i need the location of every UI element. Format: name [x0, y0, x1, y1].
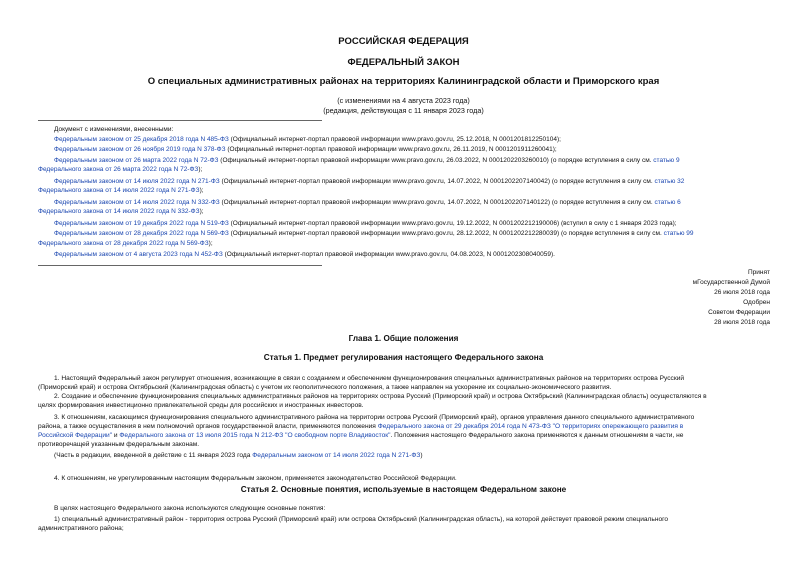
amendment-item: Федеральным законом от 14 июля 2022 года N 332-ФЗ (Официальный интернет-портал правовой информации www.pravo.gov.ru, 14.07.2022, N 0001202207140122) (о порядке вступления в силу см. статью 6 [54, 199, 681, 206]
amendments-intro: Документ с изменениями, внесенными: [54, 126, 174, 133]
article1-p3-line3: Российской Федерации" и Федерального закона от 13 июля 2015 года N 212-ФЗ "О свободном порте Владивосток". Положения настоящего Федерального закона применяются к данным отношениям в части, не [38, 432, 684, 439]
article1-p3-line4: противоречащей указанным федеральным законам. [38, 441, 200, 448]
bottom-divider [38, 265, 322, 266]
amendment-item: Федеральным законом от 25 декабря 2018 года N 485-ФЗ (Официальный интернет-портал правовой информации www.pravo.gov.ru, 25.12.2018, N 0001201812250104); [54, 136, 561, 143]
article2-intro: В целях настоящего Федерального закона используются следующие основные понятия: [54, 505, 326, 512]
amendment-link[interactable]: Федеральным законом от 26 ноября 2019 года N 378-ФЗ [54, 146, 226, 153]
article-link[interactable]: статью 9 [653, 157, 680, 164]
chapter-heading: Глава 1. Общие положения [348, 334, 459, 343]
adoption-block [693, 268, 770, 328]
amendment-item-cont: Федерального закона от 14 июля 2022 года N 332-ФЗ); [38, 208, 204, 215]
law-link[interactable]: Федерального закона от 13 июля 2015 года N 212-ФЗ "О свободном порте Владивосток" [119, 432, 391, 439]
amendment-link[interactable]: Федеральным законом от 14 июля 2022 года N 332-ФЗ [54, 199, 220, 206]
changes-note: (с изменениями на 4 августа 2023 года) [337, 96, 470, 105]
law-link[interactable]: Федерального закона от 29 декабря 2014 года N 473-ФЗ "О территориях опережающего развития в [377, 423, 684, 430]
amendment-item: Федеральным законом от 4 августа 2023 года N 452-ФЗ (Официальный интернет-портал правовой информации www.pravo.gov.ru, 04.08.2023, N 0001202308040059). [54, 251, 555, 258]
article1-p2-line2: целях формирования инвестиционно привлекательной среды для российских и иностранных инвесторов. [38, 402, 364, 409]
article1-p3-line2: района, а также осуществления в нем полномочий органов государственной власти, применяются положения Федерального закона от 29 декабря 2014 года N 473-ФЗ "О территориях опережающего развития в [38, 423, 684, 430]
law-title: О специальных административных районах на территориях Калининградской области и Приморского края [147, 76, 660, 87]
article1-p1-line1: 1. Настоящий Федеральный закон регулирует отношения, возникающие в связи с созданием и обеспечением функционирования специальных административных районов на территориях острова Русский [54, 375, 685, 382]
amendment-item: Федеральным законом от 26 ноября 2019 года N 378-ФЗ (Официальный интернет-портал правовой информации www.pravo.gov.ru, 26.11.2019, N 0001201911260041); [54, 146, 557, 153]
article1-p3-note: (Часть в редакции, введенной в действие с 11 января 2023 года Федеральным законом от 14 июля 2022 года N 271-ФЗ) [54, 452, 423, 459]
amendment-link[interactable]: Федеральным законом от 14 июля 2022 года N 271-ФЗ [54, 178, 220, 185]
article-link[interactable]: статью 32 [654, 178, 685, 185]
amendment-item-cont: Федерального закона от 14 июля 2022 года N 271-ФЗ); [38, 187, 204, 194]
article-link[interactable]: статью 99 [663, 230, 694, 237]
adoption-body: мГосударственной Думой [692, 279, 770, 286]
amendment-item: Федеральным законом от 19 декабря 2022 года N 519-ФЗ (Официальный интернет-портал правовой информации www.pravo.gov.ru, 19.12.2022, N 0001202212190006) (вступил в силу с 1 января 2023 года); [54, 220, 677, 227]
article1-p1-line2: (Приморский край) и острова Октябрьский (Калининградская область) с учетом их геополитического положения, а также направлен на ускорение их социально-экономического развития. [38, 384, 612, 391]
top-divider [38, 120, 322, 121]
adoption-date: 26 июля 2018 года [714, 289, 770, 296]
law-type-heading: ФЕДЕРАЛЬНЫЙ ЗАКОН [347, 57, 460, 68]
article1-p2-line1: 2. Создание и обеспечение функционирования специальных административных районов на территориях острова Русский (Приморский край) и острова Октябрьский (Калининградская область) осуществляются в [54, 393, 707, 400]
amendment-link[interactable]: Федеральным законом от 25 декабря 2018 года N 485-ФЗ [54, 136, 229, 143]
article2-p1-line1: 1) специальный административный район - территория острова Русский (Приморский край) или острова Октябрьский (Калининградская область), на которой действует правовой режим специального [54, 516, 669, 523]
amendment-link[interactable]: Федеральным законом от 26 марта 2022 года N 72-ФЗ [54, 157, 219, 164]
edition-note: (редакция, действующая с 11 января 2023 года) [323, 106, 484, 115]
amendment-link[interactable]: Федерального закона от 14 июля 2022 года N 271-ФЗ [38, 187, 200, 194]
article2-p1-line2: административного района; [38, 525, 124, 532]
approval-label: Одобрен [743, 299, 770, 306]
amendment-item: Федеральным законом от 28 декабря 2022 года N 569-ФЗ (Официальный интернет-портал правовой информации www.pravo.gov.ru, 28.12.2022, N 0001202212280039) (о порядке вступления в силу см. статью 99 [54, 230, 694, 237]
adoption-accepted: Принят [747, 269, 770, 276]
approval-body: Советом Федерации [708, 309, 770, 316]
article-link[interactable]: статью 6 [654, 199, 681, 206]
amendment-link[interactable]: Федерального закона от 26 марта 2022 года N 72-ФЗ [38, 166, 199, 173]
amendment-item: Федеральным законом от 26 марта 2022 года N 72-ФЗ (Официальный интернет-портал правовой информации www.pravo.gov.ru, 26.03.2022, N 0001202203260010) (о порядке вступления в силу см. статью 9 [54, 157, 680, 164]
article1-heading: Статья 1. Предмет регулирования настоящего Федерального закона [263, 353, 544, 362]
amendment-item-cont: Федерального закона от 26 марта 2022 года N 72-ФЗ); [38, 166, 203, 173]
article1-p3-line1: 3. К отношениям, касающимся функционирования специального административного района на территории острова Русский (Приморский край), органов управления данного специального административного [54, 414, 695, 421]
law-link[interactable]: Российской Федерации" [38, 432, 113, 439]
amendment-link[interactable]: Федерального закона от 28 декабря 2022 года N 569-ФЗ [38, 240, 209, 247]
article2-heading: Статья 2. Основные понятия, используемые в настоящем Федеральном законе [240, 485, 567, 494]
amendment-link[interactable]: Федерального закона от 14 июля 2022 года N 332-ФЗ [38, 208, 200, 215]
country-heading: РОССИЙСКАЯ ФЕДЕРАЦИЯ [338, 36, 469, 47]
amendment-link[interactable]: Федеральным законом от 4 августа 2023 года N 452-ФЗ [54, 251, 223, 258]
approval-date: 28 июля 2018 года [714, 319, 770, 326]
amendment-item-cont: Федерального закона от 28 декабря 2022 года N 569-ФЗ); [38, 240, 213, 247]
amendment-item: Федеральным законом от 14 июля 2022 года N 271-ФЗ (Официальный интернет-портал правовой информации www.pravo.gov.ru, 14.07.2022, N 0001202207140042) (о порядке вступления в силу см. статью 32 [54, 178, 685, 185]
article1-p4: 4. К отношениям, не урегулированным настоящим Федеральным законом, применяется законодательство Российской Федерации. [54, 475, 457, 482]
amendment-link[interactable]: Федеральным законом от 28 декабря 2022 года N 569-ФЗ [54, 230, 229, 237]
law-link[interactable]: Федеральным законом от 14 июля 2022 года N 271-ФЗ [252, 452, 421, 459]
amendment-link[interactable]: Федеральным законом от 19 декабря 2022 года N 519-ФЗ [54, 220, 229, 227]
